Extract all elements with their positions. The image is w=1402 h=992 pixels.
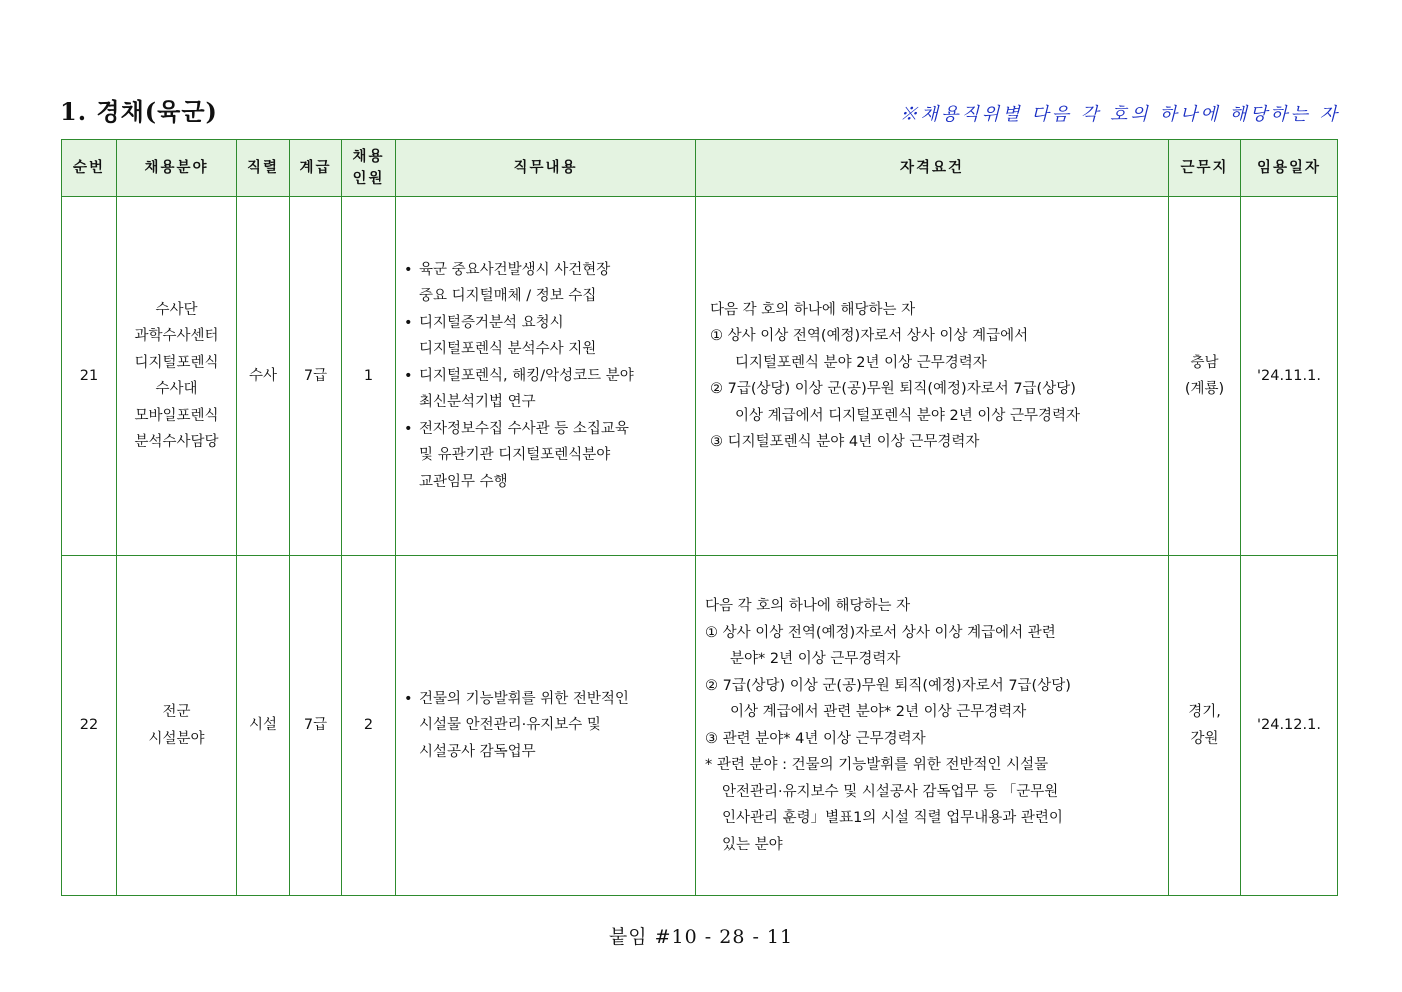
qual-item: ① 상사 이상 전역(예정)자로서 상사 이상 계급에서 관련 xyxy=(705,624,1056,641)
duty-item xyxy=(404,363,687,416)
duty-item xyxy=(404,686,687,766)
cell-count: 1 xyxy=(342,197,396,556)
recruitment-table xyxy=(61,139,1338,896)
qual-note: * 관련 분야 : 건물의 기능발휘를 위한 전반적인 시설물 xyxy=(705,757,1049,773)
header-location: 근무지 xyxy=(1169,140,1241,197)
field-line: 수사단 xyxy=(155,301,198,318)
cell-duty xyxy=(396,197,696,556)
duty-item xyxy=(404,310,687,363)
location-line: (계룡) xyxy=(1184,381,1225,397)
field-line: 디지털포렌식 xyxy=(134,354,219,371)
qual-note-cont: 인사관리 훈령」별표1의 시설 직렬 업무내용과 관련이 xyxy=(722,810,1063,826)
duty-line: 시설물 안전관리·유지보수 및 xyxy=(419,717,601,734)
eligibility-note: ※채용직위별 다음 각 호의 하나에 해당하는 자 xyxy=(899,104,1340,125)
qual-note-cont: 있는 분야 xyxy=(722,836,783,853)
field-line: 모바일포렌식 xyxy=(134,407,219,424)
qualification-block xyxy=(696,297,1168,456)
qual-item: ③ 관련 분야* 4년 이상 근무경력자 xyxy=(705,730,926,747)
qual-intro: 다음 각 호의 하나에 해당하는 자 xyxy=(705,598,911,614)
duty-line: 육군 중요사건발생시 사건현장 xyxy=(419,261,611,278)
duty-item xyxy=(404,257,687,310)
qual-item: ① 상사 이상 전역(예정)자로서 상사 이상 계급에서 xyxy=(710,328,1029,344)
cell-no: 21 xyxy=(62,197,117,556)
duty-line: 교관임무 수행 xyxy=(419,473,508,490)
header-count-line2: 인원 xyxy=(352,171,385,187)
header-field: 채용분야 xyxy=(117,140,237,197)
cell-no: 22 xyxy=(62,556,117,896)
cell-series: 시설 xyxy=(237,556,290,896)
cell-series: 수사 xyxy=(237,197,290,556)
cell-count: 2 xyxy=(342,556,396,896)
field-line: 분석수사담당 xyxy=(134,434,219,450)
table-row xyxy=(62,197,1338,556)
location-line: 충남 xyxy=(1190,354,1219,371)
qual-intro: 다음 각 호의 하나에 해당하는 자 xyxy=(710,301,916,318)
header-count-line1: 채용 xyxy=(352,149,385,165)
duty-line: 전자정보수집 수사관 등 소집교육 xyxy=(419,420,629,437)
cell-qualification xyxy=(696,197,1169,556)
cell-grade: 7급 xyxy=(290,197,342,556)
header-grade: 계급 xyxy=(290,140,342,197)
qual-item-cont: 분야* 2년 이상 근무경력자 xyxy=(730,651,901,667)
duty-line: 시설공사 감독업무 xyxy=(419,743,536,760)
duty-list xyxy=(396,257,695,496)
section-title: 1. 경채(육군) xyxy=(60,97,218,126)
duty-line: 디지털포렌식 분석수사 지원 xyxy=(419,341,597,358)
cell-date: '24.11.1. xyxy=(1241,197,1338,556)
qual-item: ③ 디지털포렌식 분야 4년 이상 근무경력자 xyxy=(710,434,980,450)
field-line: 시설분야 xyxy=(148,730,205,747)
bullet-icon: • xyxy=(404,420,413,437)
field-line: 과학수사센터 xyxy=(134,328,219,344)
field-line: 전군 xyxy=(162,704,191,720)
qual-item: ② 7급(상당) 이상 군(공)무원 퇴직(예정)자로서 7급(상당) xyxy=(710,381,1076,397)
cell-qualification xyxy=(696,556,1169,896)
cell-location xyxy=(1169,556,1241,896)
qual-note-cont: 안전관리·유지보수 및 시설공사 감독업무 등 「군무원 xyxy=(722,783,1059,800)
duty-line: 디지털포렌식, 해킹/악성코드 분야 xyxy=(419,367,634,384)
header-qual: 자격요건 xyxy=(696,140,1169,197)
cell-date: '24.12.1. xyxy=(1241,556,1338,896)
cell-grade: 7급 xyxy=(290,556,342,896)
qual-item-cont: 이상 계급에서 관련 분야* 2년 이상 근무경력자 xyxy=(730,704,1027,720)
cell-location xyxy=(1169,197,1241,556)
duty-line: 건물의 기능발휘를 위한 전반적인 xyxy=(419,690,629,707)
header-duty: 직무내용 xyxy=(396,140,696,197)
duty-line: 중요 디지털매체 / 정보 수집 xyxy=(419,288,597,305)
qual-item: ② 7급(상당) 이상 군(공)무원 퇴직(예정)자로서 7급(상당) xyxy=(705,677,1071,694)
table-row xyxy=(62,556,1338,896)
header-no: 순번 xyxy=(62,140,117,197)
qualification-block xyxy=(696,593,1168,858)
page-footer: 붙임 #10 - 28 - 11 xyxy=(608,926,794,948)
duty-list xyxy=(396,686,695,766)
duty-line: 최신분석기법 연구 xyxy=(419,394,536,411)
cell-field xyxy=(117,197,237,556)
qual-item-cont: 이상 계급에서 디지털포렌식 분야 2년 이상 근무경력자 xyxy=(735,407,1081,424)
cell-field xyxy=(117,556,237,896)
bullet-icon: • xyxy=(404,690,413,707)
duty-line: 디지털증거분석 요청시 xyxy=(419,314,564,331)
location-line: 강원 xyxy=(1190,730,1219,747)
cell-duty xyxy=(396,556,696,896)
qual-item-cont: 디지털포렌식 분야 2년 이상 근무경력자 xyxy=(735,354,987,371)
duty-item xyxy=(404,416,687,496)
bullet-icon: • xyxy=(404,367,413,384)
header-row xyxy=(62,140,1338,197)
header-series: 직렬 xyxy=(237,140,290,197)
bullet-icon: • xyxy=(404,314,413,331)
duty-line: 및 유관기관 디지털포렌식분야 xyxy=(419,447,611,464)
field-line: 수사대 xyxy=(155,381,198,397)
location-line: 경기, xyxy=(1188,704,1221,720)
header-date: 임용일자 xyxy=(1241,140,1338,197)
bullet-icon: • xyxy=(404,261,413,278)
header-count xyxy=(342,140,396,197)
